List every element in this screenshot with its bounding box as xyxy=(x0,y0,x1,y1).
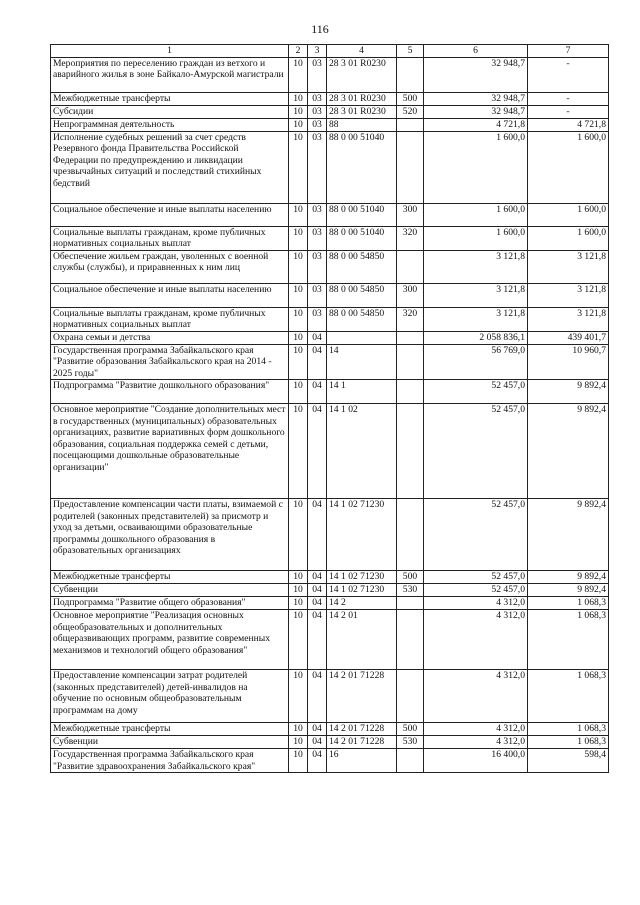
row-amount-col6: 52 457,0 xyxy=(424,499,528,571)
row-target-article xyxy=(327,331,397,344)
row-expense-type xyxy=(397,118,424,131)
row-section: 10 xyxy=(289,283,308,307)
row-expense-type: 320 xyxy=(397,226,424,250)
row-expense-type xyxy=(397,331,424,344)
header-cell: 1 xyxy=(51,45,289,58)
row-expense-type xyxy=(397,131,424,203)
row-target-article: 14 1 02 71230 xyxy=(327,499,397,571)
table-row xyxy=(51,499,609,571)
table-row xyxy=(51,380,609,404)
row-section: 10 xyxy=(289,749,308,773)
row-amount-col6: 1 600,0 xyxy=(424,226,528,250)
row-name: Охрана семьи и детства xyxy=(51,331,289,344)
row-amount-col7: 9 892,4 xyxy=(528,499,609,571)
row-amount-col7: 1 068,3 xyxy=(528,597,609,610)
row-section: 10 xyxy=(289,105,308,118)
row-expense-type: 520 xyxy=(397,105,424,118)
row-target-article: 14 2 01 71228 xyxy=(327,670,397,723)
row-amount-col6: 52 457,0 xyxy=(424,571,528,584)
row-name: Межбюджетные трансферты xyxy=(51,92,289,105)
row-expense-type xyxy=(397,610,424,670)
row-amount-col7: 1 068,3 xyxy=(528,670,609,723)
row-expense-type xyxy=(397,57,424,92)
row-amount-col6: 4 312,0 xyxy=(424,723,528,736)
row-subsection: 03 xyxy=(308,118,327,131)
row-name: Межбюджетные трансферты xyxy=(51,571,289,584)
row-amount-col6: 4 312,0 xyxy=(424,597,528,610)
row-amount-col7: 10 960,7 xyxy=(528,344,609,380)
table-row xyxy=(51,610,609,670)
row-amount-col6: 32 948,7 xyxy=(424,57,528,92)
row-subsection: 04 xyxy=(308,610,327,670)
row-section: 10 xyxy=(289,723,308,736)
row-subsection: 04 xyxy=(308,331,327,344)
row-target-article: 14 1 02 71230 xyxy=(327,584,397,597)
row-amount-col6: 52 457,0 xyxy=(424,584,528,597)
row-expense-type xyxy=(397,499,424,571)
row-expense-type: 530 xyxy=(397,736,424,749)
row-amount-col7: 9 892,4 xyxy=(528,380,609,404)
table-row xyxy=(51,404,609,499)
row-section: 10 xyxy=(289,571,308,584)
row-target-article: 14 1 xyxy=(327,380,397,404)
row-expense-type: 500 xyxy=(397,571,424,584)
row-section: 10 xyxy=(289,404,308,499)
row-target-article: 88 0 00 54850 xyxy=(327,250,397,283)
row-name: Основное мероприятие "Реализация основных общеобразовательных и дополнительных общеразвивающих программ, развитие современных механизмов и технологий общего образования" xyxy=(51,610,289,670)
table-row xyxy=(51,118,609,131)
row-expense-type: 500 xyxy=(397,92,424,105)
table-row xyxy=(51,57,609,92)
row-amount-col7: - xyxy=(528,105,609,118)
row-amount-col7: 3 121,8 xyxy=(528,307,609,331)
table-row xyxy=(51,584,609,597)
row-target-article: 16 xyxy=(327,749,397,773)
row-name: Государственная программа Забайкальского края "Развитие здравоохранения Забайкальского края" xyxy=(51,749,289,773)
row-amount-col6: 1 600,0 xyxy=(424,131,528,203)
row-target-article: 14 1 02 71230 xyxy=(327,571,397,584)
row-section: 10 xyxy=(289,203,308,226)
table-body xyxy=(51,57,609,773)
table-row xyxy=(51,250,609,283)
row-target-article: 88 xyxy=(327,118,397,131)
row-section: 10 xyxy=(289,331,308,344)
row-target-article: 28 3 01 R0230 xyxy=(327,105,397,118)
row-target-article: 88 0 00 51040 xyxy=(327,203,397,226)
row-subsection: 03 xyxy=(308,307,327,331)
row-amount-col6: 2 058 836,1 xyxy=(424,331,528,344)
row-amount-col6: 32 948,7 xyxy=(424,92,528,105)
row-name: Социальное обеспечение и иные выплаты населению xyxy=(51,203,289,226)
row-target-article: 88 0 00 51040 xyxy=(327,226,397,250)
row-target-article: 88 0 00 51040 xyxy=(327,131,397,203)
table-row xyxy=(51,226,609,250)
row-target-article: 14 2 01 71228 xyxy=(327,723,397,736)
table-row xyxy=(51,283,609,307)
table-row xyxy=(51,105,609,118)
row-amount-col7: - xyxy=(528,92,609,105)
table-header-row xyxy=(51,45,609,58)
header-cell: 3 xyxy=(308,45,327,58)
row-section: 10 xyxy=(289,499,308,571)
row-name: Социальное обеспечение и иные выплаты населению xyxy=(51,283,289,307)
row-amount-col7: 439 401,7 xyxy=(528,331,609,344)
row-section: 10 xyxy=(289,307,308,331)
row-amount-col6: 32 948,7 xyxy=(424,105,528,118)
row-amount-col6: 3 121,8 xyxy=(424,283,528,307)
row-name: Межбюджетные трансферты xyxy=(51,723,289,736)
row-amount-col7: 1 068,3 xyxy=(528,610,609,670)
row-amount-col6: 3 121,8 xyxy=(424,250,528,283)
row-amount-col7: 9 892,4 xyxy=(528,571,609,584)
row-name: Субсидии xyxy=(51,105,289,118)
row-target-article: 14 xyxy=(327,344,397,380)
row-subsection: 04 xyxy=(308,344,327,380)
row-section: 10 xyxy=(289,380,308,404)
table-row xyxy=(51,331,609,344)
row-section: 10 xyxy=(289,226,308,250)
row-subsection: 03 xyxy=(308,283,327,307)
row-subsection: 04 xyxy=(308,499,327,571)
row-name: Основное мероприятие "Создание дополнительных мест в государственных (муниципальных) образовательных организациях, развитие вариативных форм дошкольного образования, социальная поддержка семей с детьми, посещающими дошкольные образовательные организации" xyxy=(51,404,289,499)
row-amount-col7: 9 892,4 xyxy=(528,584,609,597)
row-section: 10 xyxy=(289,670,308,723)
row-target-article: 88 0 00 54850 xyxy=(327,307,397,331)
row-section: 10 xyxy=(289,57,308,92)
row-target-article: 88 0 00 54850 xyxy=(327,283,397,307)
row-name: Подпрограмма "Развитие дошкольного образования" xyxy=(51,380,289,404)
row-amount-col7: 9 892,4 xyxy=(528,404,609,499)
row-amount-col6: 4 312,0 xyxy=(424,670,528,723)
row-amount-col6: 4 312,0 xyxy=(424,610,528,670)
header-cell: 6 xyxy=(424,45,528,58)
row-name: Обеспечение жильем граждан, уволенных с военной службы (службы), и приравненных к ним лиц xyxy=(51,250,289,283)
row-amount-col6: 3 121,8 xyxy=(424,307,528,331)
row-amount-col6: 1 600,0 xyxy=(424,203,528,226)
row-subsection: 04 xyxy=(308,404,327,499)
row-amount-col7: 1 068,3 xyxy=(528,736,609,749)
row-subsection: 04 xyxy=(308,597,327,610)
row-subsection: 04 xyxy=(308,670,327,723)
row-subsection: 04 xyxy=(308,723,327,736)
row-subsection: 03 xyxy=(308,105,327,118)
row-target-article: 14 1 02 xyxy=(327,404,397,499)
row-amount-col6: 4 312,0 xyxy=(424,736,528,749)
row-subsection: 03 xyxy=(308,92,327,105)
table-row xyxy=(51,307,609,331)
page-number: 116 xyxy=(311,22,329,36)
row-subsection: 03 xyxy=(308,57,327,92)
row-amount-col7: 1 600,0 xyxy=(528,226,609,250)
table-row xyxy=(51,723,609,736)
table-row xyxy=(51,736,609,749)
row-amount-col6: 56 769,0 xyxy=(424,344,528,380)
row-name: Социальные выплаты гражданам, кроме публичных нормативных социальных выплат xyxy=(51,226,289,250)
row-expense-type xyxy=(397,670,424,723)
row-amount-col7: - xyxy=(528,57,609,92)
header-cell: 7 xyxy=(528,45,609,58)
table-row xyxy=(51,670,609,723)
header-cell: 5 xyxy=(397,45,424,58)
row-section: 10 xyxy=(289,610,308,670)
row-amount-col7: 1 600,0 xyxy=(528,131,609,203)
row-amount-col7: 1 600,0 xyxy=(528,203,609,226)
row-subsection: 04 xyxy=(308,380,327,404)
row-amount-col7: 3 121,8 xyxy=(528,250,609,283)
row-subsection: 04 xyxy=(308,736,327,749)
row-name: Субвенции xyxy=(51,584,289,597)
row-name: Предоставление компенсации затрат родителей (законных представителей) детей-инвалидов на обучение по основным общеобразовательным программам на дому xyxy=(51,670,289,723)
row-amount-col7: 1 068,3 xyxy=(528,723,609,736)
row-subsection: 04 xyxy=(308,749,327,773)
table-row xyxy=(51,131,609,203)
row-amount-col7: 598,4 xyxy=(528,749,609,773)
row-target-article: 28 3 01 R0230 xyxy=(327,57,397,92)
table-row xyxy=(51,92,609,105)
table-row xyxy=(51,203,609,226)
row-expense-type xyxy=(397,380,424,404)
row-expense-type: 300 xyxy=(397,283,424,307)
row-name: Социальные выплаты гражданам, кроме публичных нормативных социальных выплат xyxy=(51,307,289,331)
table-row xyxy=(51,597,609,610)
row-subsection: 03 xyxy=(308,226,327,250)
row-name: Предоставление компенсации части платы, взимаемой с родителей (законных представителей) за присмотр и уход за детьми, осваивающими образовательные программы дошкольного образования в образовательных организациях xyxy=(51,499,289,571)
row-target-article: 14 2 01 71228 xyxy=(327,736,397,749)
row-expense-type xyxy=(397,749,424,773)
row-amount-col6: 16 400,0 xyxy=(424,749,528,773)
row-name: Мероприятия по переселению граждан из ветхого и аварийного жилья в зоне Байкало-Амурской магистрали xyxy=(51,57,289,92)
row-amount-col6: 4 721,8 xyxy=(424,118,528,131)
row-expense-type: 500 xyxy=(397,723,424,736)
row-target-article: 14 2 xyxy=(327,597,397,610)
row-target-article: 14 2 01 xyxy=(327,610,397,670)
table-row xyxy=(51,344,609,380)
header-cell: 2 xyxy=(289,45,308,58)
row-subsection: 04 xyxy=(308,584,327,597)
row-target-article: 28 3 01 R0230 xyxy=(327,92,397,105)
row-section: 10 xyxy=(289,118,308,131)
row-expense-type xyxy=(397,597,424,610)
row-subsection: 03 xyxy=(308,131,327,203)
table-row xyxy=(51,571,609,584)
row-expense-type xyxy=(397,250,424,283)
row-name: Непрограммная деятельность xyxy=(51,118,289,131)
table-row xyxy=(51,749,609,773)
row-section: 10 xyxy=(289,131,308,203)
row-amount-col6: 52 457,0 xyxy=(424,380,528,404)
row-amount-col7: 3 121,8 xyxy=(528,283,609,307)
row-section: 10 xyxy=(289,584,308,597)
row-section: 10 xyxy=(289,344,308,380)
row-expense-type: 320 xyxy=(397,307,424,331)
row-subsection: 03 xyxy=(308,250,327,283)
row-amount-col7: 4 721,8 xyxy=(528,118,609,131)
row-name: Государственная программа Забайкальского края "Развитие образования Забайкальского края на 2014 - 2025 годы" xyxy=(51,344,289,380)
row-name: Исполнение судебных решений за счет средств Резервного фонда Правительства Российской Федерации по предупреждению и ликвидации чрезвычайных ситуаций и последствий стихийных бедствий xyxy=(51,131,289,203)
budget-table xyxy=(50,44,609,773)
row-section: 10 xyxy=(289,92,308,105)
row-amount-col6: 52 457,0 xyxy=(424,404,528,499)
row-subsection: 04 xyxy=(308,571,327,584)
row-name: Субвенции xyxy=(51,736,289,749)
row-name: Подпрограмма "Развитие общего образования" xyxy=(51,597,289,610)
row-section: 10 xyxy=(289,597,308,610)
row-expense-type xyxy=(397,344,424,380)
header-cell: 4 xyxy=(327,45,397,58)
row-expense-type: 530 xyxy=(397,584,424,597)
row-subsection: 03 xyxy=(308,203,327,226)
row-expense-type xyxy=(397,404,424,499)
row-expense-type: 300 xyxy=(397,203,424,226)
row-section: 10 xyxy=(289,250,308,283)
row-section: 10 xyxy=(289,736,308,749)
